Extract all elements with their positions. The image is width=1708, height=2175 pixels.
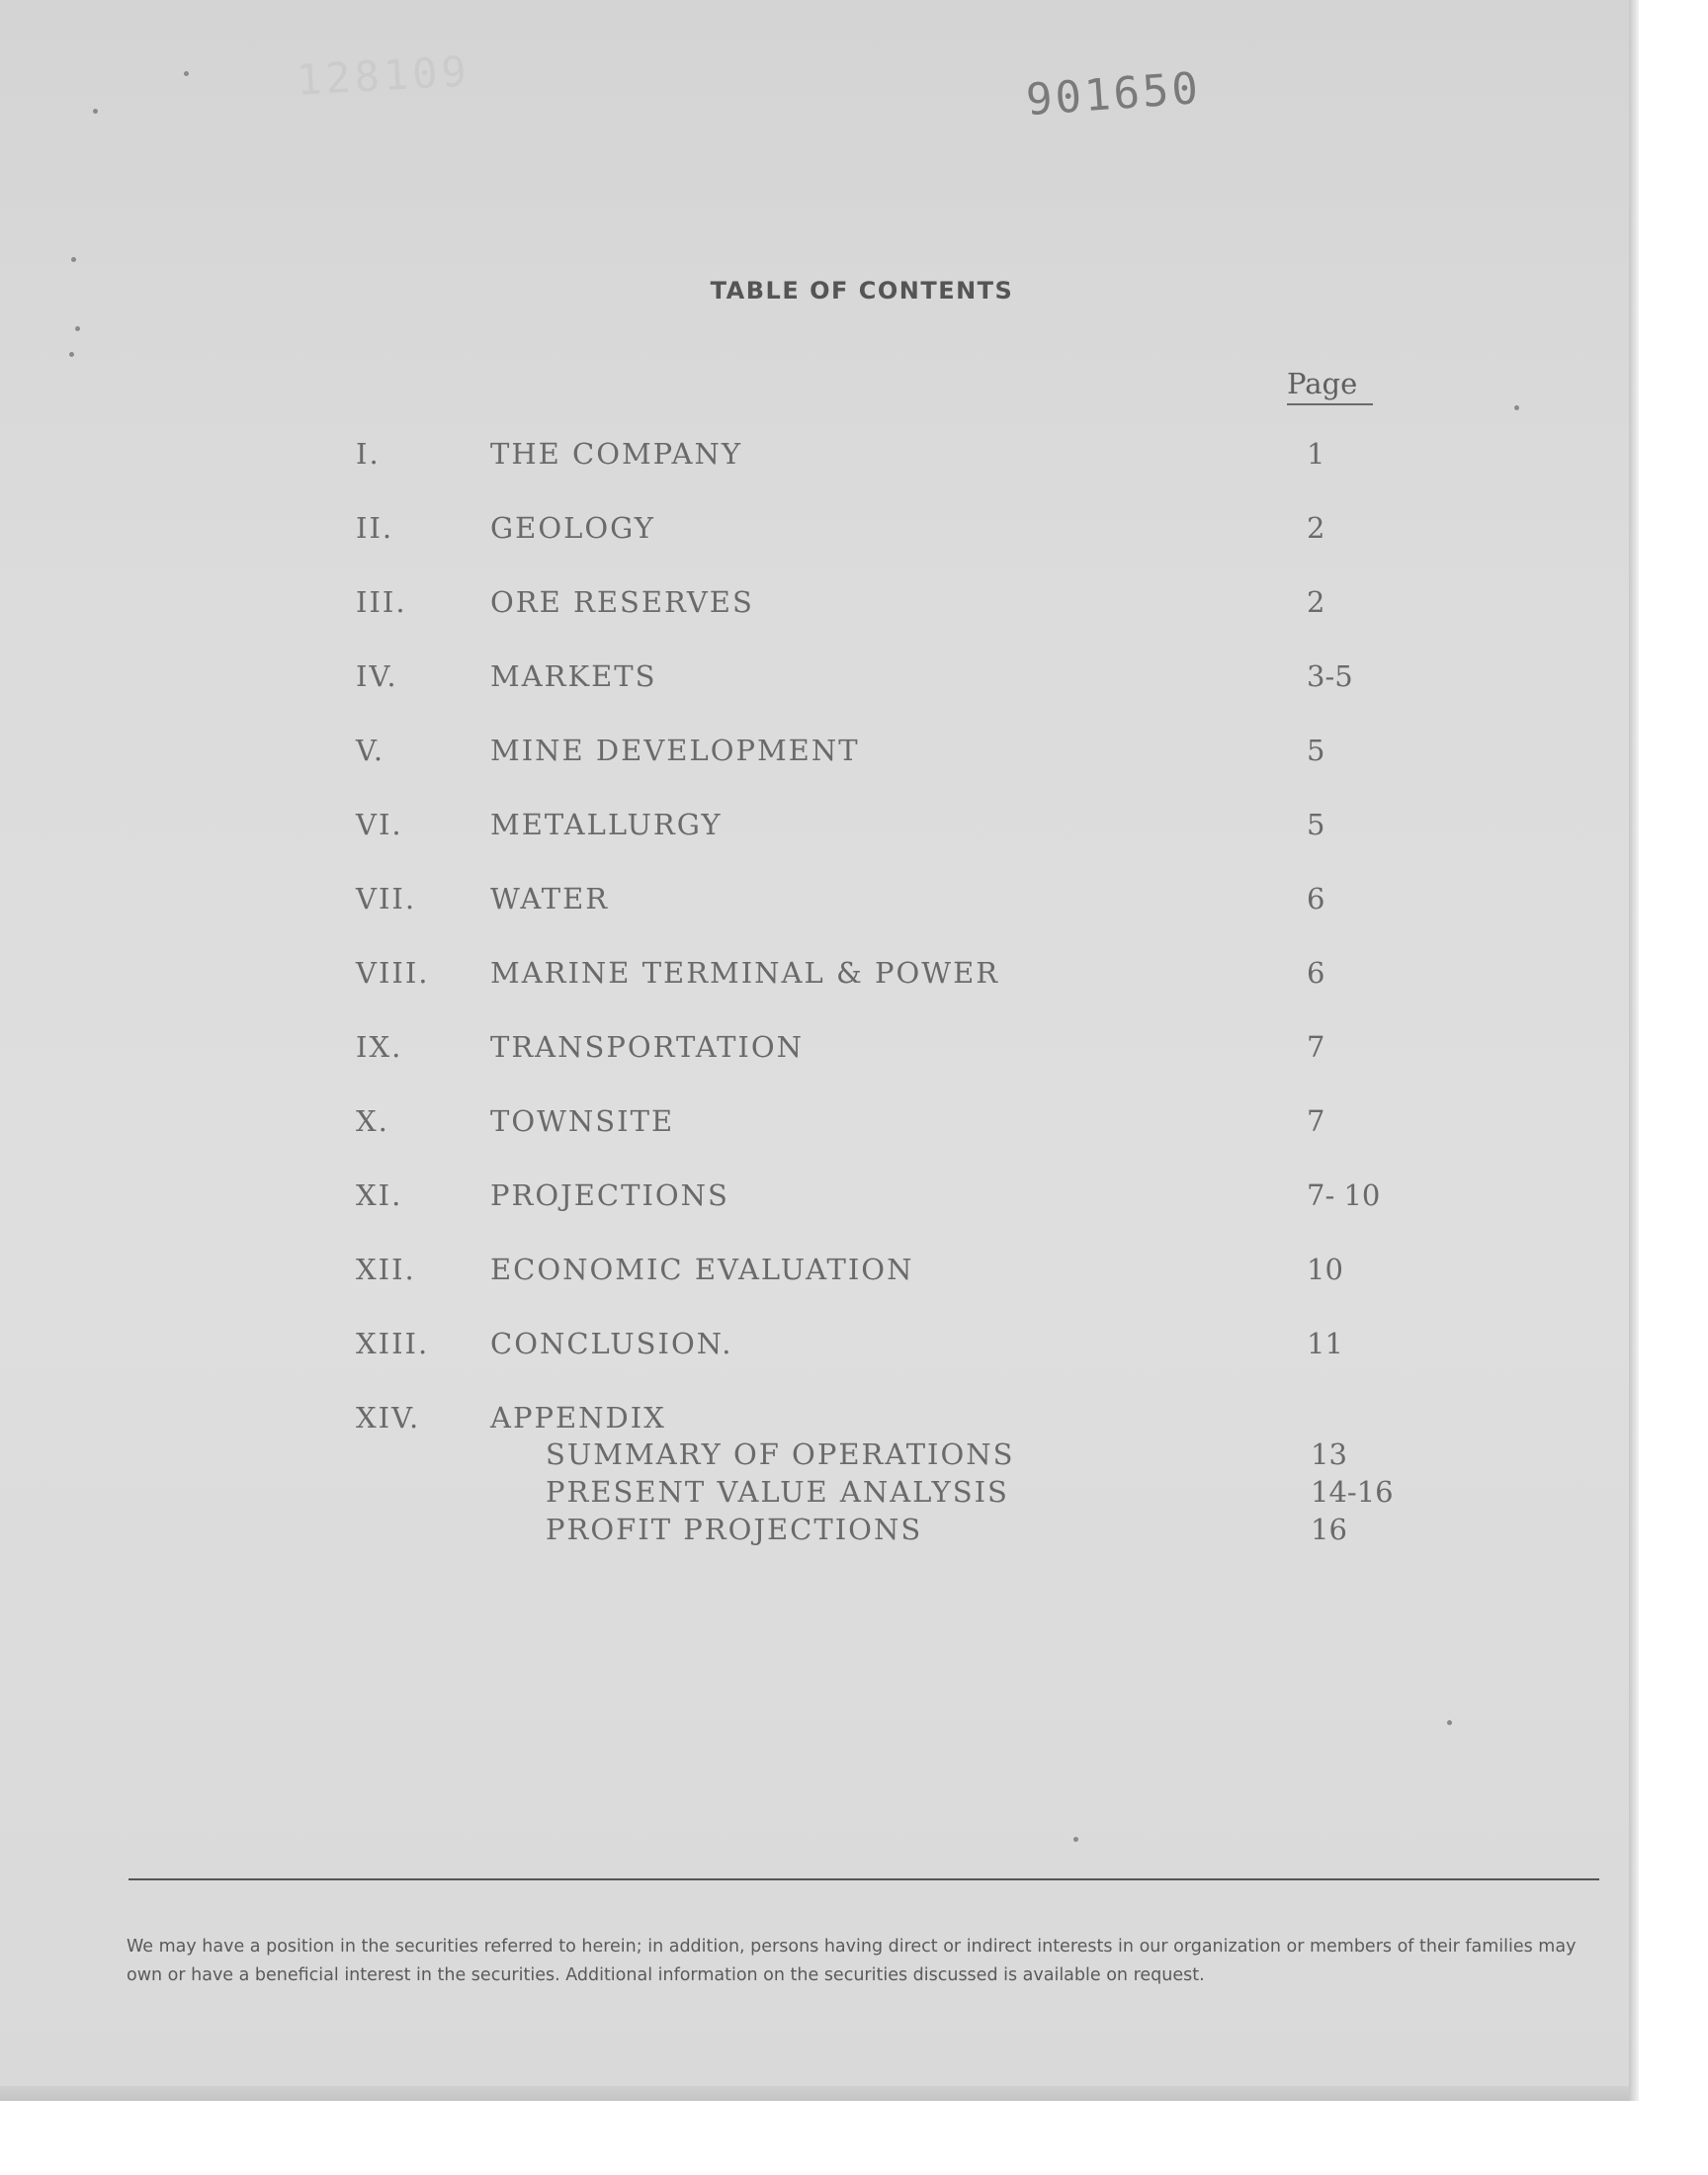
toc-entry bbox=[0, 1104, 1629, 1148]
toc-entry bbox=[0, 585, 1629, 629]
toc-entry-number: VIII. bbox=[356, 956, 430, 990]
appendix-item-page: 14-16 bbox=[1311, 1475, 1394, 1509]
faint-stamp-number: 128109 bbox=[295, 46, 471, 105]
toc-entry-label: MARINE TERMINAL & POWER bbox=[490, 956, 1000, 990]
appendix-item-label: SUMMARY OF OPERATIONS bbox=[546, 1437, 1015, 1471]
toc-entry-page: 2 bbox=[1307, 585, 1325, 619]
toc-entry-label: METALLURGY bbox=[490, 808, 723, 841]
toc-entry bbox=[0, 1327, 1629, 1370]
toc-entry-page: 1 bbox=[1307, 437, 1325, 471]
appendix-item-label: PRESENT VALUE ANALYSIS bbox=[546, 1475, 1009, 1509]
toc-entry-label: GEOLOGY bbox=[490, 511, 655, 545]
toc-entry bbox=[0, 882, 1629, 925]
toc-entry-label: ECONOMIC EVALUATION bbox=[490, 1253, 914, 1286]
toc-entry-label: PROJECTIONS bbox=[490, 1178, 729, 1212]
toc-entry-number: V. bbox=[356, 734, 385, 767]
toc-entry bbox=[0, 511, 1629, 555]
toc-entry bbox=[0, 1253, 1629, 1296]
toc-entry-page: 7- 10 bbox=[1307, 1178, 1381, 1212]
toc-entry-number: X. bbox=[356, 1104, 389, 1138]
scan-speck bbox=[184, 71, 189, 76]
toc-entry-page: 6 bbox=[1307, 882, 1325, 915]
toc-entry bbox=[0, 1030, 1629, 1074]
scan-speck bbox=[71, 257, 76, 262]
toc-entry-label: ORE RESERVES bbox=[490, 585, 754, 619]
scan-speck bbox=[93, 109, 98, 114]
footer-disclaimer: We may have a position in the securities referred to herein; in addition, persons having direct or indirect interests in our organization or members of their families may own or have a beneficial interest in the securities. Additional information on the securities discussed is available on request. bbox=[127, 1937, 1577, 1985]
toc-entry bbox=[0, 956, 1629, 1000]
toc-entry-label: CONCLUSION. bbox=[490, 1327, 733, 1360]
toc-entry-number: II. bbox=[356, 511, 394, 545]
toc-entry-label: WATER bbox=[490, 882, 610, 915]
scan-speck bbox=[1073, 1837, 1078, 1842]
appendix-item bbox=[0, 1475, 1629, 1515]
toc-entry-page: 3-5 bbox=[1307, 659, 1353, 693]
page-title: TABLE OF CONTENTS bbox=[710, 277, 1014, 304]
scan-bottom-edge bbox=[0, 2086, 1629, 2101]
toc-entry-number: XII. bbox=[356, 1253, 416, 1286]
toc-entry-number: IV. bbox=[356, 659, 398, 693]
scan-speck bbox=[1514, 405, 1519, 410]
scan-speck bbox=[1447, 1720, 1452, 1725]
toc-entry-page: 2 bbox=[1307, 511, 1325, 545]
toc-entry-page: 11 bbox=[1307, 1327, 1343, 1360]
appendix-item bbox=[0, 1513, 1629, 1552]
footer-divider bbox=[128, 1878, 1599, 1880]
toc-entry-page: 5 bbox=[1307, 808, 1325, 841]
toc-entry-page: 5 bbox=[1307, 734, 1325, 767]
document-number: 901650 bbox=[1024, 62, 1203, 127]
appendix-item-label: PROFIT PROJECTIONS bbox=[546, 1513, 923, 1546]
toc-entry bbox=[0, 437, 1629, 480]
toc-entry bbox=[0, 659, 1629, 703]
page-column-header: Page bbox=[1287, 364, 1373, 405]
appendix-item-page: 13 bbox=[1311, 1437, 1347, 1471]
toc-entry-label: APPENDIX bbox=[490, 1401, 666, 1435]
toc-entry-number: IX. bbox=[356, 1030, 403, 1064]
toc-entry-number: III. bbox=[356, 585, 407, 619]
toc-entry-page: 7 bbox=[1307, 1030, 1325, 1064]
toc-entry bbox=[0, 1178, 1629, 1222]
scan-right-edge bbox=[1629, 0, 1639, 2101]
toc-entry-label: MINE DEVELOPMENT bbox=[490, 734, 860, 767]
toc-entry-number: VI. bbox=[356, 808, 403, 841]
scan-speck bbox=[69, 352, 74, 357]
toc-entry-label: THE COMPANY bbox=[490, 437, 742, 471]
toc-entry-page: 6 bbox=[1307, 956, 1325, 990]
scan-speck bbox=[75, 326, 80, 331]
toc-entry-label: TRANSPORTATION bbox=[490, 1030, 805, 1064]
appendix-item-page: 16 bbox=[1311, 1513, 1347, 1546]
toc-entry-page: 10 bbox=[1307, 1253, 1343, 1286]
toc-entry-label: TOWNSITE bbox=[490, 1104, 675, 1138]
toc-entry bbox=[0, 808, 1629, 851]
toc-entry-number: VII. bbox=[356, 882, 417, 915]
toc-entry-label: MARKETS bbox=[490, 659, 657, 693]
toc-entry-number: XIV. bbox=[356, 1401, 421, 1435]
toc-entry bbox=[0, 734, 1629, 777]
toc-entry-number: XIII. bbox=[356, 1327, 430, 1360]
appendix-item bbox=[0, 1437, 1629, 1477]
toc-entry-page: 7 bbox=[1307, 1104, 1325, 1138]
toc-entry-number: I. bbox=[356, 437, 381, 471]
toc-entry-number: XI. bbox=[356, 1178, 403, 1212]
